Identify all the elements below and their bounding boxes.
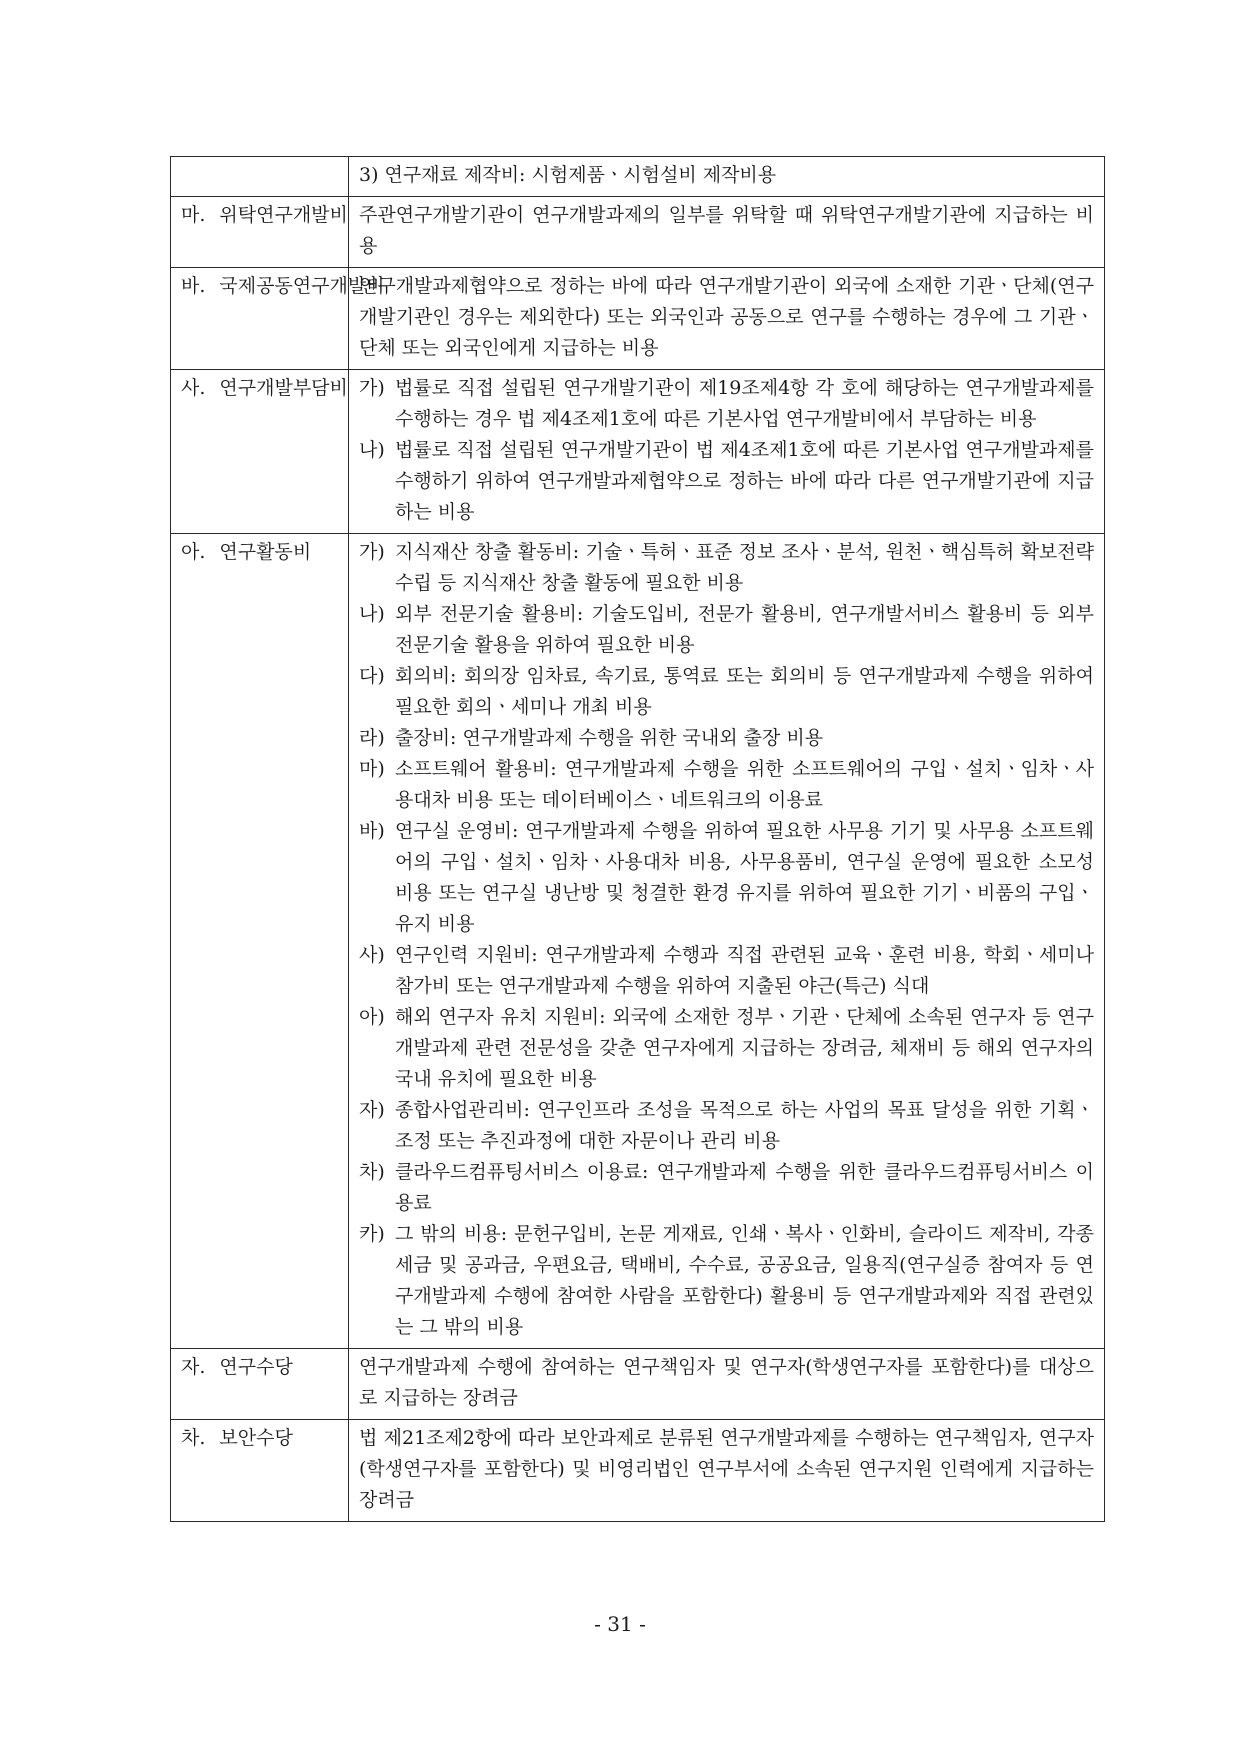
sub-item-text: 법률로 직접 설립된 연구개발기관이 제19조제4항 각 호에 해당하는 연구개발과제를 수행하는 경우 법 제4조제1호에 따른 기본사업 연구개발비에서 부담하는 비용 xyxy=(395,377,1094,430)
row-content-cell xyxy=(349,1349,1105,1420)
table-row xyxy=(171,197,1105,268)
sub-item-prefix: 차) xyxy=(359,1161,385,1183)
row-label xyxy=(181,200,348,231)
sub-item-prefix: 가) xyxy=(359,377,385,399)
sub-item-prefix: 자) xyxy=(359,1099,385,1121)
table-row xyxy=(171,370,1105,534)
sub-item xyxy=(359,435,1094,528)
row-content-cell xyxy=(349,1420,1105,1522)
sub-item-text: 출장비: 연구개발과제 수행을 위한 국내외 출장 비용 xyxy=(395,727,824,749)
table-row xyxy=(171,1420,1105,1522)
sub-item xyxy=(359,723,1094,754)
sub-item-prefix: 나) xyxy=(359,603,385,625)
table-row xyxy=(171,268,1105,370)
sub-item-text: 법률로 직접 설립된 연구개발기관이 법 제4조제1호에 따른 기본사업 연구개발과제를 수행하기 위하여 연구개발과제협약으로 정하는 바에 따라 다른 연구개발기관에 지급하는 비용 xyxy=(395,439,1094,523)
row-label-prefix: 사. xyxy=(181,377,206,399)
row-label-text: 연구개발부담비 xyxy=(219,377,348,399)
sub-item-text: 종합사업관리비: 연구인프라 조성을 목적으로 하는 사업의 목표 달성을 위한 기획ㆍ조정 또는 추진과정에 대한 자문이나 관리 비용 xyxy=(395,1099,1094,1152)
sub-item xyxy=(359,1095,1094,1157)
row-label-text: 보안수당 xyxy=(219,1427,293,1449)
sub-item xyxy=(359,661,1094,723)
row-label-prefix: 자. xyxy=(181,1356,206,1378)
row-label xyxy=(181,1423,338,1454)
row-label-prefix: 바. xyxy=(181,275,206,297)
sub-item-prefix: 사) xyxy=(359,944,385,966)
sub-item-prefix: 라) xyxy=(359,727,385,749)
sub-item-prefix: 다) xyxy=(359,665,385,687)
row-label xyxy=(181,373,348,404)
sub-item xyxy=(359,940,1094,1002)
row-label-text: 연구활동비 xyxy=(219,541,312,563)
row-label-prefix: 아. xyxy=(181,541,206,563)
sub-item xyxy=(359,373,1094,435)
sub-item-text: 클라우드컴퓨팅서비스 이용료: 연구개발과제 수행을 위한 클라우드컴퓨팅서비스 이용료 xyxy=(395,1161,1094,1214)
row-label xyxy=(181,537,338,568)
content-paragraph: 연구개발과제 수행에 참여하는 연구책임자 및 연구자(학생연구자를 포함한다)를 대상으로 지급하는 장려금 xyxy=(359,1356,1094,1409)
row-label-prefix: 마. xyxy=(181,204,206,226)
row-content-cell xyxy=(349,534,1105,1349)
sub-item xyxy=(359,816,1094,940)
table-row xyxy=(171,1349,1105,1420)
sub-item-text: 그 밖의 비용: 문헌구입비, 논문 게재료, 인쇄ㆍ복사ㆍ인화비, 슬라이드 제작비, 각종 세금 및 공과금, 우편요금, 택배비, 수수료, 공공요금, 일용직(연구실증 참여자 등 연구개발과제 수행에 참여한 사람을 포함한다) 활용비 등 연구개발과제와 직접 관련있는 그 밖의 비용 xyxy=(395,1223,1094,1338)
row-content-cell xyxy=(349,157,1105,197)
sub-item-text: 회의비: 회의장 임차료, 속기료, 통역료 또는 회의비 등 연구개발과제 수행을 위하여 필요한 회의ㆍ세미나 개최 비용 xyxy=(395,665,1094,718)
sub-item xyxy=(359,1219,1094,1343)
row-content-cell xyxy=(349,370,1105,534)
row-label xyxy=(181,1352,338,1383)
row-label-cell xyxy=(171,370,349,534)
row-label-prefix: 차. xyxy=(181,1427,206,1449)
sub-item-text: 해외 연구자 유치 지원비: 외국에 소재한 정부ㆍ기관ㆍ단체에 소속된 연구자 등 연구개발과제 관련 전문성을 갖춘 연구자에게 지급하는 장려금, 체재비 등 해외 연구자의 국내 유치에 필요한 비용 xyxy=(395,1006,1094,1090)
row-label-cell xyxy=(171,1349,349,1420)
sub-item-prefix: 카) xyxy=(359,1223,385,1245)
content-paragraph: 연구개발과제협약으로 정하는 바에 따라 연구개발기관이 외국에 소재한 기관ㆍ단체(연구개발기관인 경우는 제외한다) 또는 외국인과 공동으로 연구를 수행하는 경우에 그 기관ㆍ단체 또는 외국인에게 지급하는 비용 xyxy=(359,275,1094,359)
row-label-cell xyxy=(171,534,349,1349)
sub-item-prefix: 아) xyxy=(359,1006,385,1028)
sub-item xyxy=(359,537,1094,599)
sub-item-prefix: 나) xyxy=(359,439,385,461)
sub-item xyxy=(359,754,1094,816)
content-paragraph: 주관연구개발기관이 연구개발과제의 일부를 위탁할 때 위탁연구개발기관에 지급하는 비용 xyxy=(359,204,1094,257)
row-label-cell xyxy=(171,157,349,197)
cost-table xyxy=(170,156,1105,1522)
row-label xyxy=(181,271,385,302)
sub-item-text: 소프트웨어 활용비: 연구개발과제 수행을 위한 소프트웨어의 구입ㆍ설치ㆍ임차ㆍ사용대차 비용 또는 데이터베이스ㆍ네트워크의 이용료 xyxy=(395,758,1094,811)
sub-item xyxy=(359,1002,1094,1095)
row-content-cell xyxy=(349,197,1105,268)
sub-item xyxy=(359,599,1094,661)
sub-item-prefix: 가) xyxy=(359,541,385,563)
sub-item-text: 연구인력 지원비: 연구개발과제 수행과 직접 관련된 교육ㆍ훈련 비용, 학회ㆍ세미나 참가비 또는 연구개발과제 수행을 위하여 지출된 야근(특근) 식대 xyxy=(395,944,1094,997)
sub-item xyxy=(359,1157,1094,1219)
table-row xyxy=(171,157,1105,197)
row-label-text: 위탁연구개발비 xyxy=(219,204,348,226)
content-paragraph: 3) 연구재료 제작비: 시험제품ㆍ시험설비 제작비용 xyxy=(359,164,777,186)
content-paragraph: 법 제21조제2항에 따라 보안과제로 분류된 연구개발과제를 수행하는 연구책임자, 연구자(학생연구자를 포함한다) 및 비영리법인 연구부서에 소속된 연구지원 인력에게 지급하는 장려금 xyxy=(359,1427,1094,1511)
page-number: - 31 - xyxy=(594,1612,646,1636)
row-content-cell xyxy=(349,268,1105,370)
table-row xyxy=(171,534,1105,1349)
sub-item-text: 연구실 운영비: 연구개발과제 수행을 위하여 필요한 사무용 기기 및 사무용 소프트웨어의 구입ㆍ설치ㆍ임차ㆍ사용대차 비용, 사무용품비, 연구실 운영에 필요한 소모성 비용 또는 연구실 냉난방 및 청결한 환경 유지를 위하여 필요한 기기ㆍ비품의 구입ㆍ유지 비용 xyxy=(395,820,1094,935)
row-label-cell xyxy=(171,1420,349,1522)
sub-item-text: 외부 전문기술 활용비: 기술도입비, 전문가 활용비, 연구개발서비스 활용비 등 외부 전문기술 활용을 위하여 필요한 비용 xyxy=(395,603,1094,656)
row-label-cell xyxy=(171,197,349,268)
row-label-text: 연구수당 xyxy=(219,1356,293,1378)
sub-item-text: 지식재산 창출 활동비: 기술ㆍ특허ㆍ표준 정보 조사ㆍ분석, 원천ㆍ핵심특허 확보전략 수립 등 지식재산 창출 활동에 필요한 비용 xyxy=(395,541,1094,594)
cost-table-body xyxy=(171,157,1105,1522)
row-label-text: 국제공동연구개발비 xyxy=(219,275,385,297)
row-label-cell xyxy=(171,268,385,370)
sub-item-prefix: 마) xyxy=(359,758,385,780)
sub-item-prefix: 바) xyxy=(359,820,385,842)
